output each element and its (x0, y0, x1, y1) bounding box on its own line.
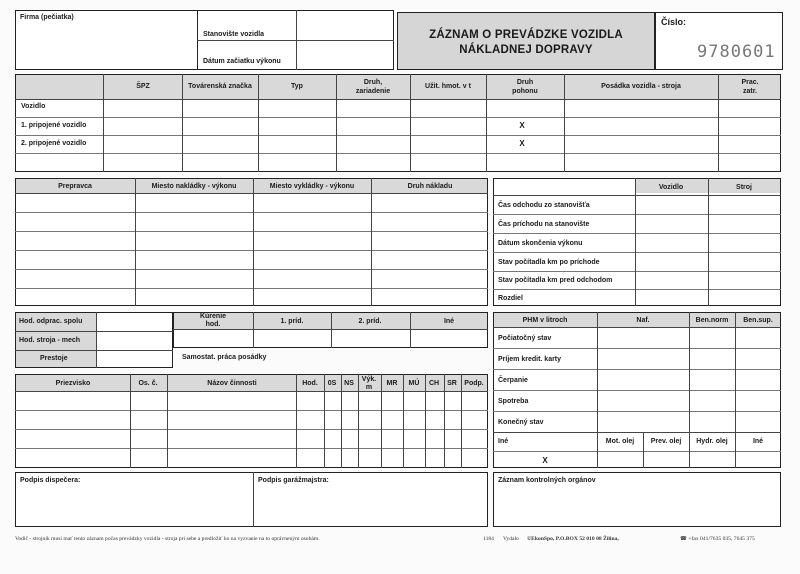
kurenie-2: hod. (205, 321, 221, 328)
col-prac-2: zatr. (742, 88, 758, 95)
col-vozidlo: Vozidlo (658, 184, 684, 191)
col-druh-nakladu: Druh nákladu (407, 183, 453, 190)
fuel-mot-olej: Mot. olej (605, 438, 635, 445)
col-vyk-2: m (365, 384, 373, 391)
fuel-phm: PHM v litroch (522, 317, 568, 324)
row-pripojene-1: 1. pripojené vozidlo (21, 122, 87, 129)
prestoje: Prestoje (40, 355, 68, 362)
fuel-hydr-olej: Hydr. olej (696, 438, 728, 445)
col-pohon-2: pohonu (512, 88, 538, 95)
fuel-row-pociatocny: Počiatočný stav (498, 335, 552, 342)
prid-1: 1. príd. (280, 318, 304, 325)
col-podp: Podp. (464, 380, 484, 387)
firma-label: Firma (pečiatka) (20, 14, 74, 21)
col-vyk-1: Výk. (361, 376, 377, 383)
col-vykladka: Miesto vykládky - výkonu (269, 183, 355, 190)
col-hod: Hod. (302, 380, 318, 387)
podpis-dispecera: Podpis dispečera: (20, 477, 81, 484)
kurenie-1: Kúrenie (199, 313, 227, 320)
form-title-line2: NÁKLADNEJ DOPRAVY (459, 44, 593, 56)
col-druh-1: Druh, (363, 79, 383, 86)
col-nazov-cinnosti: Názov činnosti (207, 380, 257, 387)
x-mark-1: X (519, 121, 525, 130)
serial-number: 9780601 (697, 42, 776, 62)
footer-vydalo: Vydalo (503, 536, 519, 542)
datum-label: Dátum začiatku výkonu (203, 58, 281, 65)
footer-publisher: ©EkonSpo, P.O.BOX 52 010 08 Žilina, (527, 536, 619, 542)
kurenie-ine: Iné (443, 318, 455, 325)
col-prac-1: Prac. (741, 79, 759, 86)
samostat-praca: Samostat. práca posádky (182, 354, 267, 361)
fuel-ine-2: Iné (752, 438, 764, 445)
footer-phone: ☎ +fax 041/7635 035, 7645 375 (680, 536, 755, 542)
col-posadka: Posádka vozidla - stroja (601, 83, 681, 90)
row-cas-prichodu: Čas príchodu na stanovište (498, 221, 590, 228)
col-spz: ŠPZ (136, 83, 150, 90)
fuel-ine: Iné (498, 438, 509, 445)
fuel-naf: Naf. (636, 317, 650, 324)
row-pripojene-2: 2. pripojené vozidlo (21, 140, 87, 147)
prid-2: 2. príd. (358, 318, 382, 325)
fuel-row-konecny: Konečný stav (498, 419, 544, 426)
x-mark-2: X (519, 139, 525, 148)
fuel-ben-norm: Ben.norm (695, 317, 729, 324)
col-os-c: Os. č. (138, 380, 158, 387)
podpis-garazmajstra: Podpis garážmajstra: (258, 477, 329, 484)
col-nakladka: Miesto nakládky - výkonu (151, 183, 237, 190)
row-km-prichod: Stav počítadla km po príchode (498, 259, 600, 266)
cislo-label: Číslo: (661, 17, 687, 27)
row-rozdiel: Rozdiel (498, 295, 523, 302)
hod-spolu: Hod. odprac. spolu (19, 318, 83, 325)
col-pohon-1: Druh (516, 79, 534, 86)
col-priezvisko: Priezvisko (55, 380, 91, 387)
signature-box (15, 472, 488, 527)
col-mu: MÚ (408, 380, 420, 387)
fuel-x-mark: X (542, 456, 548, 465)
row-cas-odchodu: Čas odchodu zo stanovišťa (498, 202, 590, 209)
fuel-row-prijem: Príjem kredit. karty (498, 356, 562, 363)
col-prepravca: Prepravca (58, 183, 92, 190)
fuel-prev-olej: Prev. olej (650, 438, 682, 445)
zaznam-kontrolnych: Záznam kontrolných orgánov (498, 477, 596, 484)
col-mr: MR (386, 380, 398, 387)
cargo-table (15, 178, 488, 306)
row-vozidlo: Vozidlo (21, 103, 46, 110)
fuel-ben-sup: Ben.sup. (743, 317, 773, 324)
col-druh-2: zariadenie (355, 88, 391, 95)
footer-note: Vodič - strojník musí mať tento záznam počas prevádzky vozidla - stroja pri sebe a predložiť ho na vyzvanie na to oprávneným osobám. (15, 536, 320, 542)
col-ch: CH (428, 380, 440, 387)
hod-stroja: Hod. stroja - mech (19, 337, 81, 344)
form-title-line1: ZÁZNAM O PREVÁDZKE VOZIDLA (429, 29, 623, 41)
col-typ: Typ (291, 83, 303, 90)
fuel-row-cerpanie: Čerpanie (498, 377, 528, 384)
row-km-odchod: Stav počítadla km pred odchodom (498, 277, 613, 284)
col-znacka: Továrenská značka (188, 83, 252, 90)
col-0s: 0S (327, 380, 337, 387)
footer-code: 1184 (483, 536, 494, 542)
col-stroj: Stroj (736, 184, 752, 191)
stanoviste-label: Stanovište vozidla (203, 31, 265, 38)
col-sr: SR (447, 380, 457, 387)
col-hmot: Užit. hmot. v t (425, 83, 471, 90)
row-datum-skoncenia: Dátum skončenia výkonu (498, 240, 583, 247)
col-ns: NS (344, 380, 354, 387)
fuel-row-spotreba: Spotreba (498, 398, 529, 405)
